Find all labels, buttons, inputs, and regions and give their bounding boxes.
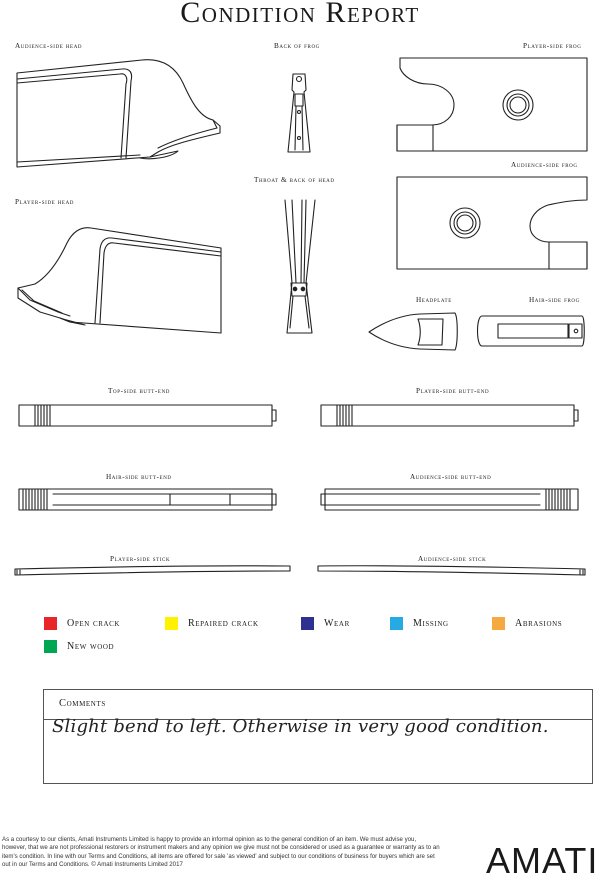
legend-label: New wood	[67, 641, 115, 652]
drawing-hair-side-butt-end	[19, 489, 276, 510]
legend-label: Abrasions	[515, 618, 563, 629]
comments-box[interactable]	[43, 689, 593, 784]
drawing-audience-side-head	[17, 60, 220, 167]
disclaimer-text: As a courtesy to our clients, Amati Instruments Limited is happy to provide an informal opinion as to the general condition of an item. We must advise you, however, that we are not professional restorers or instrument makers and any opinion we give must not be considered or used as a guarantee or warranty as to an item's condition. In line with our Terms and Conditions, all items are offered for sale 'as viewed' and subject to our conditions of business for buyers which are set out in our Terms and Conditions. © Amati Instruments Limited 2017	[2, 836, 440, 868]
drawing-top-side-butt-end	[19, 405, 276, 426]
label-hair-side-frog: Hair-side frog	[529, 296, 580, 304]
legend-abrasions	[492, 617, 562, 630]
label-player-side-butt-end: Player-side butt-end	[416, 387, 490, 395]
label-player-side-frog: Player-side frog	[523, 42, 582, 50]
label-headplate: Headplate	[416, 296, 452, 304]
drawing-audience-side-frog	[397, 177, 587, 269]
legend-wear	[301, 617, 350, 630]
legend-label: Repaired crack	[188, 618, 259, 629]
swatch-abrasions	[492, 617, 505, 630]
swatch-repaired-crack	[165, 617, 178, 630]
legend-label: Wear	[324, 618, 350, 629]
page-title: Condition Report	[180, 0, 420, 29]
drawing-player-side-butt-end	[321, 405, 578, 426]
comments-label: Comments	[59, 698, 106, 709]
drawing-throat-back-of-head	[285, 200, 315, 333]
label-audience-side-head: Audience-side head	[15, 42, 83, 50]
drawing-hair-side-frog	[478, 316, 585, 346]
drawing-audience-side-stick	[318, 566, 585, 575]
swatch-open-crack	[44, 617, 57, 630]
legend-missing	[390, 617, 449, 630]
label-player-side-head: Player-side head	[15, 198, 74, 206]
drawing-player-side-frog	[397, 58, 587, 151]
swatch-missing	[390, 617, 403, 630]
label-player-side-stick: Player-side stick	[110, 555, 171, 563]
legend-open-crack	[44, 617, 120, 630]
legend-label: Open crack	[67, 618, 121, 629]
legend-label: Missing	[413, 618, 449, 629]
label-audience-side-butt-end: Audience-side butt-end	[410, 473, 492, 481]
drawing-player-side-head	[18, 228, 221, 333]
drawing-player-side-stick	[15, 566, 290, 575]
label-audience-side-frog: Audience-side frog	[511, 161, 578, 169]
drawing-back-of-frog	[288, 74, 310, 152]
label-throat-back-of-head: Throat & back of head	[254, 176, 335, 184]
legend-new-wood	[44, 640, 114, 653]
label-top-side-butt-end: Top-side butt-end	[108, 387, 171, 395]
swatch-new-wood	[44, 640, 57, 653]
drawing-audience-side-butt-end	[321, 489, 578, 510]
label-hair-side-butt-end: Hair-side butt-end	[106, 473, 172, 481]
label-back-of-frog: Back of frog	[274, 42, 320, 50]
label-audience-side-stick: Audience-side stick	[418, 555, 487, 563]
comments-text: Slight bend to left. Otherwise in very good condition.	[52, 716, 549, 737]
drawing-headplate	[369, 313, 457, 350]
amati-logo: AMATI	[486, 840, 599, 881]
legend-repaired-crack	[165, 617, 259, 630]
swatch-wear	[301, 617, 314, 630]
